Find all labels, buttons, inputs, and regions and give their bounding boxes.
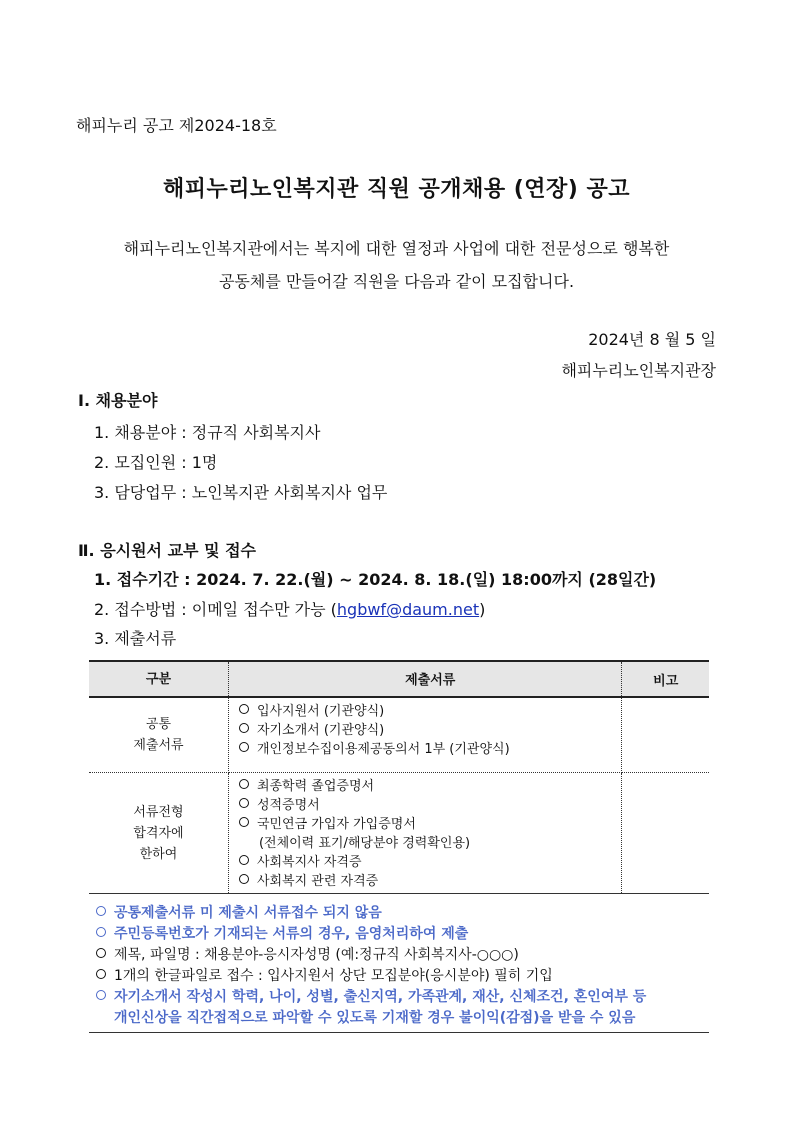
recruitment-duty: 3. 담당업무 : 노인복지관 사회복지사 업무 [94,483,388,502]
documents-table [89,660,709,894]
list-item: 사회복지사 자격증 [239,853,622,872]
email-link[interactable]: hgbwf@daum.net [336,600,480,619]
note-item-continuation: 개인신상을 직간접적으로 파악할 수 있도록 기재할 경우 불이익(감점)을 받을 수 있음 [114,1010,636,1026]
list-item: 국민연금 가입자 가입증명서 [239,815,622,834]
application-period: 1. 접수기간 : 2024. 7. 22.(월) ~ 2024. 8. 18.(일) 18:00까지 (28일간) [94,570,657,589]
row-remarks [622,697,709,773]
table-row [89,697,709,773]
notice-number: 해피누리 공고 제2024-18호 [76,116,277,135]
required-documents-label: 3. 제출서류 [94,629,177,648]
note-item: 제목, 파일명 : 채용분야-응시자성명 (예:정규직 사회복지사-○○○) [96,945,646,966]
section-heading-application: Ⅱ. 응시원서 교부 및 접수 [78,541,257,560]
notes-divider [89,1032,709,1033]
circle-bullet-icon [239,817,249,827]
row-category [89,773,228,894]
header-category: 구분 [89,661,228,697]
circle-bullet-icon [239,798,249,808]
application-method-label: 2. 접수방법 : 이메일 접수만 가능 ( [94,600,337,619]
recruitment-field: 1. 채용분야 : 정규직 사회복지사 [94,423,321,442]
category-line: 제출서류 [133,738,184,753]
circle-bullet-icon [239,704,249,714]
notice-date: 2024년 8 월 5 일 [588,330,716,349]
circle-bullet-icon [239,855,249,865]
circle-bullet-icon [239,874,249,884]
application-method-close: ) [479,600,486,619]
application-method [94,597,485,620]
intro-line: 공동체를 만들어갈 직원을 다음과 같이 모집합니다. [218,272,575,291]
note-item: 자기소개서 작성시 학력, 나이, 성별, 출신지역, 가족관계, 재산, 신체조건, 혼인여부 등 [96,987,646,1008]
table-header-row [89,661,709,697]
circle-bullet-icon [239,723,249,733]
signer: 해피누리노인복지관장 [561,361,716,380]
category-line: 서류전형 [133,804,184,820]
intro-line: 해피누리노인복지관에서는 복지에 대한 열정과 사업에 대한 전문성으로 행복한 [123,239,670,258]
circle-bullet-icon [96,990,106,1000]
circle-bullet-icon [96,969,106,979]
intro-paragraph [60,232,733,298]
note-item: 공통제출서류 미 제출시 서류접수 되지 않음 [96,903,646,924]
list-item: 입사지원서 (기관양식) [239,702,622,721]
list-item: 성적증명서 [239,796,622,815]
category-line: 한하여 [139,846,178,862]
recruitment-count: 2. 모집인원 : 1명 [94,453,218,472]
circle-bullet-icon [96,906,106,916]
category-line: 공통 [145,717,172,732]
list-item: 사회복지 관련 자격증 [239,872,622,891]
row-remarks [622,773,709,894]
row-category [89,697,228,773]
list-item: 최종학력 졸업증명서 [239,777,622,796]
list-item: 자기소개서 (기관양식) [239,721,622,740]
row-documents [228,773,622,894]
note-item: 1개의 한글파일로 접수 : 입사지원서 상단 모집분야(응시분야) 필히 기입 [96,966,646,987]
circle-bullet-icon [239,779,249,789]
circle-bullet-icon [96,948,106,958]
circle-bullet-icon [239,742,249,752]
header-documents: 제출서류 [228,661,622,697]
list-item-continuation: (전체이력 표기/해당분야 경력확인용) [258,836,471,851]
notes-list [96,903,646,1029]
category-line: 합격자에 [133,825,184,841]
page-title: 해피누리노인복지관 직원 공개채용 (연장) 공고 [162,177,631,202]
note-item: 주민등록번호가 기재되는 서류의 경우, 음영처리하여 제출 [96,924,646,945]
list-item: 개인정보수집이용제공동의서 1부 (기관양식) [239,740,622,759]
table-row [89,773,709,894]
circle-bullet-icon [96,927,106,937]
section-heading-recruitment: Ⅰ. 채용분야 [78,391,158,410]
header-remarks: 비고 [622,661,709,697]
row-documents [228,697,622,773]
